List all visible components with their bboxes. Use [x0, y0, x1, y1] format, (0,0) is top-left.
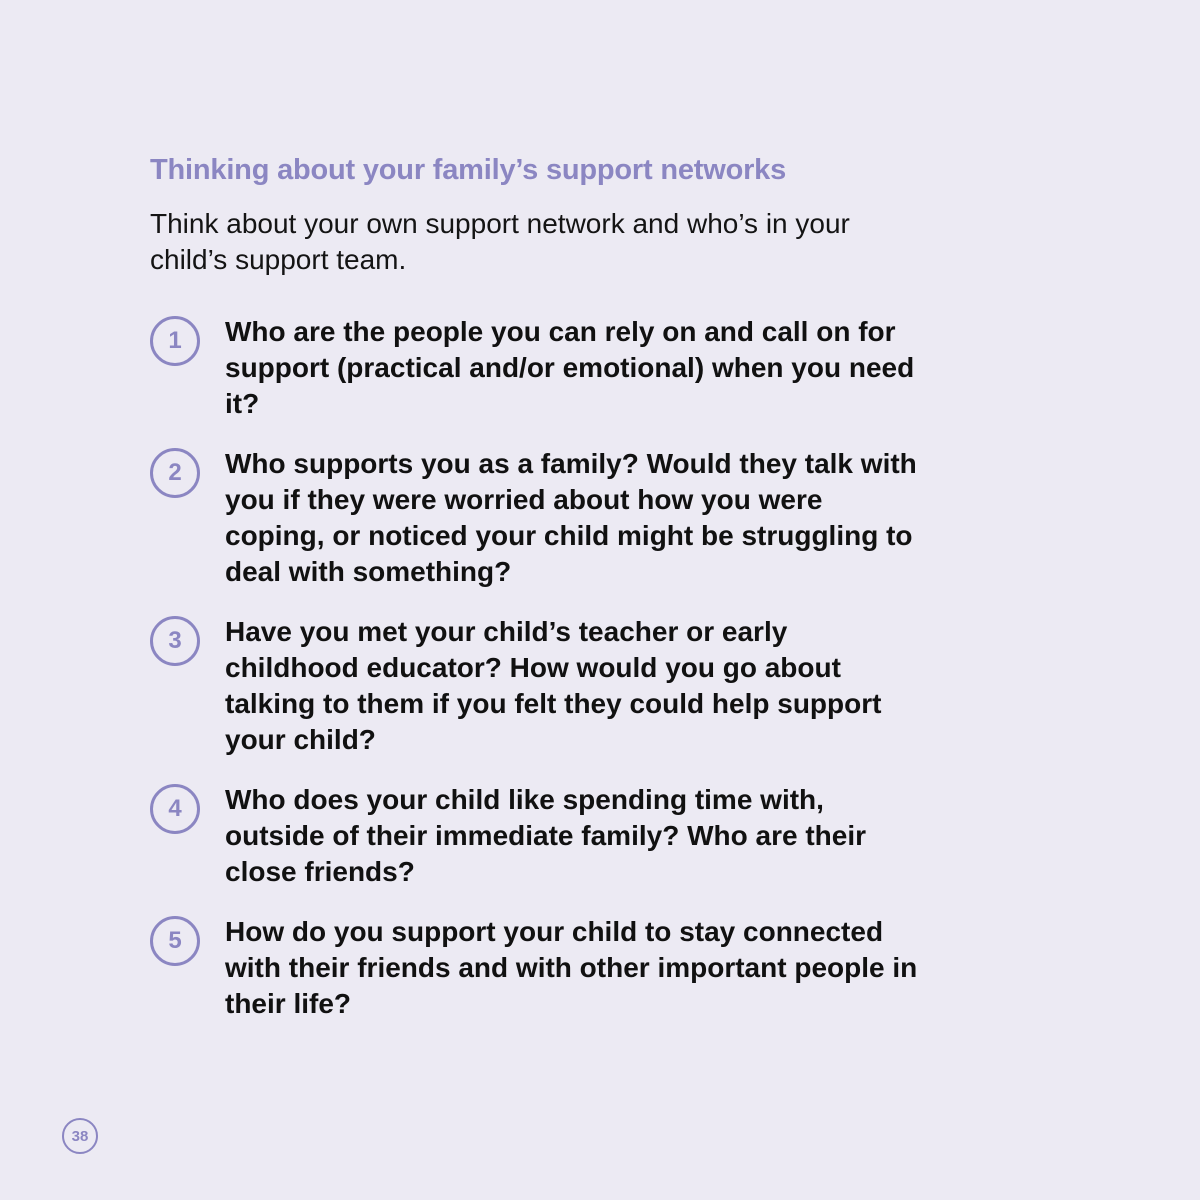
number-badge-2: 2 [150, 448, 200, 498]
list-item [150, 614, 940, 758]
question-text-2: Who supports you as a family? Would they talk with you if they were worried about how you were coping, or noticed your child might be struggling to deal with something? [225, 448, 917, 587]
number-badge-5: 5 [150, 916, 200, 966]
page-number-badge: 38 [62, 1118, 98, 1154]
intro-paragraph: Think about your own support network and who’s in your child’s support team. [150, 208, 850, 275]
number-badge-4: 4 [150, 784, 200, 834]
list-item [150, 446, 940, 590]
list-item [150, 314, 940, 422]
list-item [150, 914, 940, 1022]
section-heading: Thinking about your family’s support networks [150, 154, 787, 186]
question-text-1: Who are the people you can rely on and call on for support (practical and/or emotional) when you need it? [225, 316, 915, 419]
question-text-5: How do you support your child to stay connected with their friends and with other important people in their life? [225, 916, 918, 1019]
question-text-4: Who does your child like spending time with, outside of their immediate family? Who are their close friends? [225, 784, 866, 887]
number-badge-1: 1 [150, 316, 200, 366]
question-list [150, 314, 940, 1046]
question-text-3: Have you met your child’s teacher or early childhood educator? How would you go about talking to them if you felt they could help support your child? [225, 616, 882, 755]
number-badge-3: 3 [150, 616, 200, 666]
list-item [150, 782, 940, 890]
